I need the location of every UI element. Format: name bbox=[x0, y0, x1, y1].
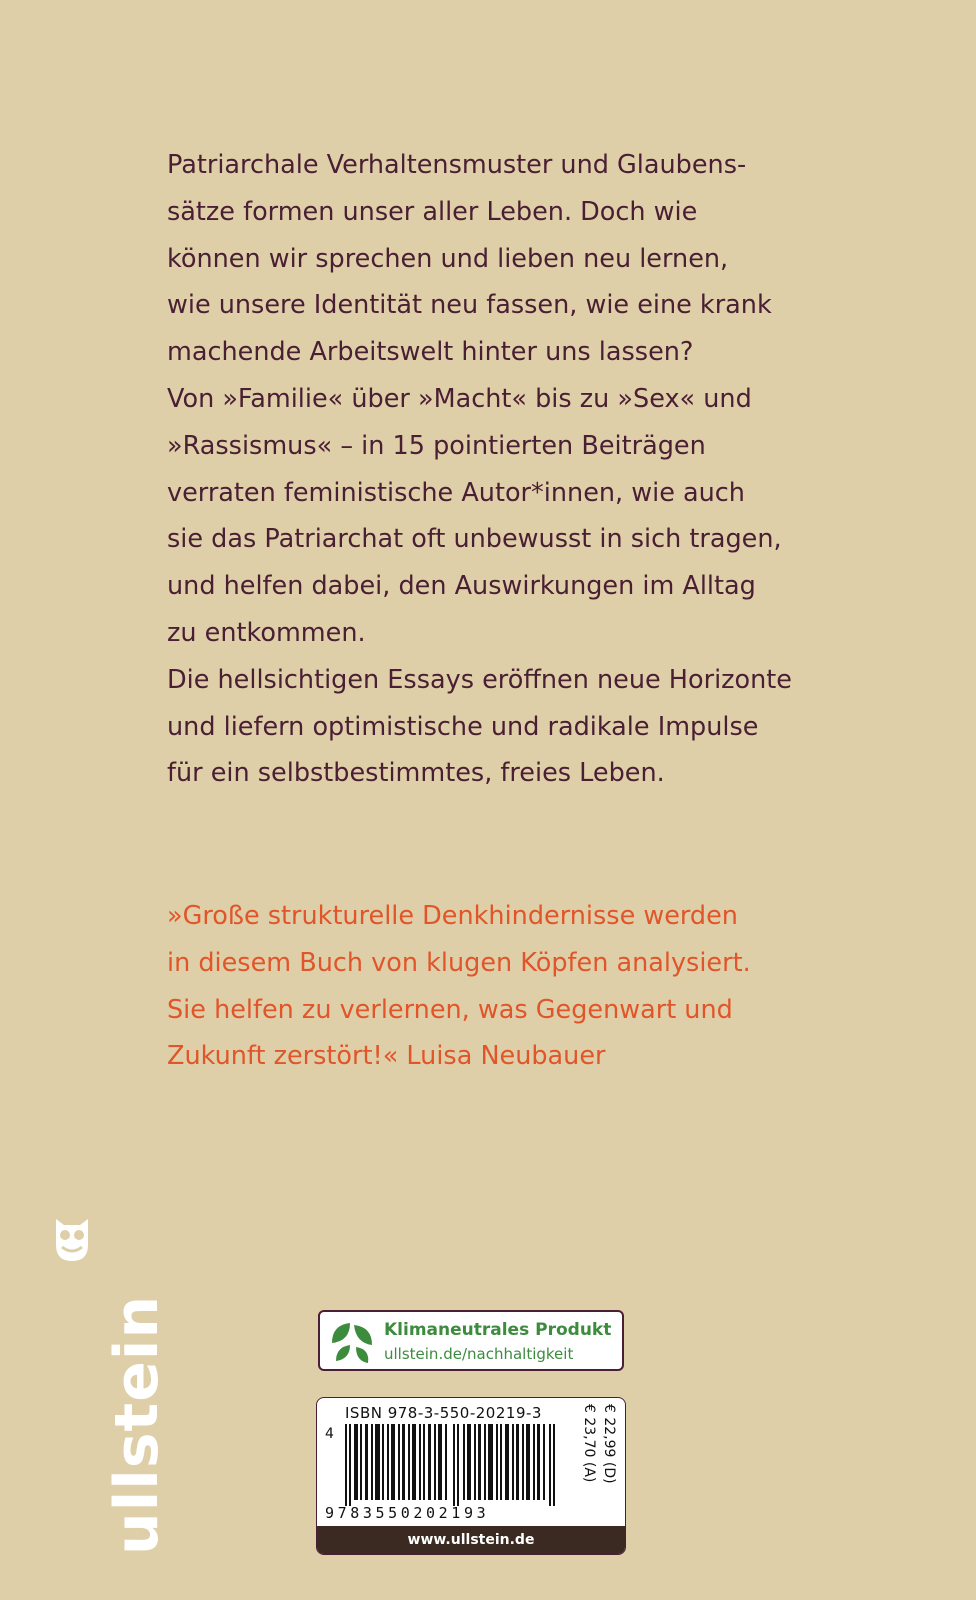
publisher-logo-text: ullstein bbox=[102, 1294, 172, 1555]
blurb-line: wie unsere Identität neu fassen, wie eine krank bbox=[167, 290, 772, 321]
barcode-lead-digit: 4 bbox=[325, 1426, 334, 1442]
climate-neutral-badge bbox=[318, 1310, 624, 1371]
blurb-line: »Rassismus« – in 15 pointierten Beiträgen bbox=[167, 430, 706, 461]
blurb-line: machende Arbeitswelt hinter uns lassen? bbox=[167, 337, 694, 368]
quote-line: Zukunft zerstört!« Luisa Neubauer bbox=[167, 1041, 606, 1072]
blurb-line: Patriarchale Verhaltensmuster und Glaubens- bbox=[167, 150, 747, 180]
blurb-line: und helfen dabei, den Auswirkungen im Alltag bbox=[167, 571, 756, 602]
quote-line: Sie helfen zu verlernen, was Gegenwart und bbox=[167, 994, 733, 1025]
blurb-text bbox=[167, 142, 847, 797]
publisher-website: www.ullstein.de bbox=[317, 1526, 625, 1554]
blurb-line: zu entkommen. bbox=[167, 617, 366, 648]
price-germany: € 22,99 (D) bbox=[601, 1404, 617, 1484]
blurb-line: Die hellsichtigen Essays eröffnen neue Horizonte bbox=[167, 664, 792, 695]
blurb-line: für ein selbstbestimmtes, freies Leben. bbox=[167, 758, 665, 789]
blurb-line: sie das Patriarchat oft unbewusst in sich tragen, bbox=[167, 524, 782, 555]
quote-line: »Große strukturelle Denkhindernisse werden bbox=[167, 901, 738, 931]
endorsement-quote bbox=[167, 893, 847, 1080]
climate-badge-url: ullstein.de/nachhaltigkeit bbox=[384, 1345, 574, 1363]
blurb-line: Von »Familie« über »Macht« bis zu »Sex« und bbox=[167, 383, 752, 414]
blurb-line: verraten feministische Autor*innen, wie auch bbox=[167, 477, 745, 508]
barcode-panel bbox=[316, 1397, 626, 1555]
blurb-line: und liefern optimistische und radikale Impulse bbox=[167, 711, 759, 742]
leaf-icon bbox=[326, 1317, 378, 1365]
blurb-line: sätze formen unser aller Leben. Doch wie bbox=[167, 196, 698, 227]
price-austria: € 23,70 (A) bbox=[581, 1404, 597, 1483]
barcode-bars bbox=[345, 1424, 575, 1506]
climate-badge-title: Klimaneutrales Produkt bbox=[384, 1320, 612, 1340]
blurb-line: können wir sprechen und lieben neu lernen, bbox=[167, 243, 729, 274]
quote-line: in diesem Buch von klugen Köpfen analysiert. bbox=[167, 947, 751, 978]
owl-icon bbox=[50, 1215, 94, 1263]
isbn-label: ISBN 978-3-550-20219-3 bbox=[345, 1404, 542, 1422]
barcode-digits: 9783550202193 bbox=[325, 1504, 490, 1522]
